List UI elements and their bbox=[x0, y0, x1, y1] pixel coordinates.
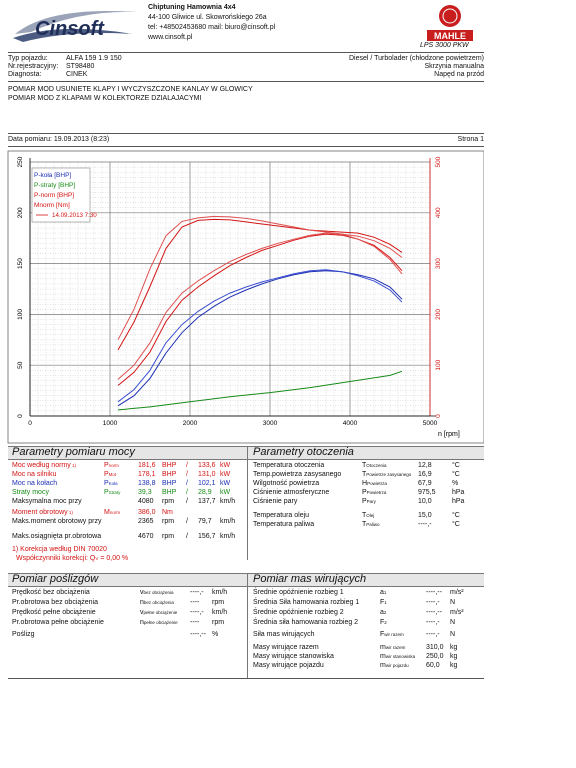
company-address: 44-100 Gliwice ul. Skowrońskiego 26a bbox=[148, 14, 267, 21]
diag-value: CINEK bbox=[66, 71, 88, 78]
force-symbol: Fwir razem bbox=[380, 631, 404, 638]
correction-note: 1) Korekcja według DIN 70020 bbox=[12, 546, 107, 553]
power-label: Moment obrotowy 1) bbox=[12, 509, 73, 516]
power-separator: / bbox=[186, 480, 188, 487]
parameter-symbol: PPowietrza bbox=[362, 489, 387, 496]
mahle-logo bbox=[425, 3, 475, 43]
power-separator: / bbox=[186, 498, 188, 505]
legend-entry: P-norm [BHP] bbox=[34, 192, 75, 199]
slip-unit: % bbox=[212, 631, 219, 638]
series-line-1 bbox=[118, 270, 402, 402]
slip-row-label: Pr.obrotowa bez obciążenia bbox=[12, 599, 98, 606]
power-unit-1: BHP bbox=[162, 489, 177, 496]
section-separator-bottom bbox=[247, 573, 248, 678]
notes-divider bbox=[8, 133, 484, 134]
inertia-label: Średnia Siła hamowania rozbieg 1 bbox=[253, 599, 360, 606]
power-value-2: 79,7 bbox=[198, 518, 212, 525]
note-line-1: POMIAR MOD USUNIETE KLAPY I WYCZYSZCZONE KANLAY W GLOWICY bbox=[8, 86, 253, 93]
slip-row-label: Pr.obrotowa pełne obciążenie bbox=[12, 619, 104, 626]
parameter-symbol: PStraty bbox=[104, 489, 121, 496]
power-separator: / bbox=[186, 533, 188, 540]
power-unit-1: rpm bbox=[162, 533, 175, 540]
power-value-1: 178,1 bbox=[138, 471, 156, 478]
power-unit-1: BHP bbox=[162, 462, 177, 469]
force-unit: N bbox=[450, 631, 456, 638]
parameter-symbol: F1 bbox=[380, 599, 387, 606]
company-website: www.cinsoft.pl bbox=[148, 34, 193, 41]
engine-type: Diesel / Turbolader (chłodzone powietrzem) bbox=[348, 55, 484, 62]
inertia-unit: m/s² bbox=[450, 589, 464, 596]
parameter-symbol: vbez obciążenia bbox=[140, 589, 174, 596]
parameter-symbol: a1 bbox=[380, 589, 387, 596]
environment-value: 10,0 bbox=[418, 498, 432, 505]
chart-legend bbox=[32, 168, 97, 222]
parameter-symbol: PMot bbox=[104, 471, 117, 478]
x-tick-label: 4000 bbox=[342, 420, 358, 427]
power-unit-2: kW bbox=[220, 480, 231, 487]
power-curve-chart bbox=[0, 148, 484, 446]
parameter-symbol: HPowietrza bbox=[362, 480, 387, 487]
inertia-label: Masy wirujące razem bbox=[253, 644, 319, 651]
parameter-symbol: TPowietrze zasysanego bbox=[362, 471, 412, 478]
environment-unit: °C bbox=[452, 512, 460, 519]
power-label: Maks.osiągnięta pr.obrotowa bbox=[12, 533, 102, 540]
vehicle-divider bbox=[8, 81, 484, 82]
environment-value: 12,8 bbox=[418, 462, 432, 469]
slip-row-label: Prędkość bez obciążenia bbox=[12, 589, 90, 596]
inertia-unit: kg bbox=[450, 644, 458, 651]
inertia-value: ----,- bbox=[426, 599, 440, 606]
parameter-symbol: a2 bbox=[380, 609, 387, 616]
slip-row-value: ---- bbox=[190, 599, 200, 606]
diag-label: Diagnosta: bbox=[8, 71, 42, 78]
inertia-value: ----,- bbox=[426, 619, 440, 626]
force-label: Siła mas wirujących bbox=[253, 631, 315, 638]
inertia-label: Średnie opóźnienie rozbieg 2 bbox=[253, 609, 344, 616]
y-tick-label-right: 300 bbox=[435, 258, 442, 270]
power-unit-1: BHP bbox=[162, 471, 177, 478]
power-label: Straty mocy bbox=[12, 489, 49, 496]
cinsoft-logo bbox=[9, 4, 141, 46]
parameter-symbol: npełne obciążenie bbox=[140, 619, 178, 626]
reg-label: Nr.rejestracyjny: bbox=[8, 63, 59, 70]
slip-value: ----,-- bbox=[190, 631, 206, 638]
legend-entry: Mnorm [Nm] bbox=[34, 202, 70, 209]
gearbox-type: Skrzynia manualna bbox=[424, 63, 484, 70]
parameter-symbol: F2 bbox=[380, 619, 387, 626]
slip-row-unit: rpm bbox=[212, 599, 225, 606]
y-tick-label-right: 200 bbox=[435, 308, 442, 320]
y-tick-label-left: 250 bbox=[17, 156, 24, 168]
environment-label: Ciśnienie pary bbox=[253, 498, 298, 505]
environment-value: ----,- bbox=[418, 521, 432, 528]
power-value-1: 4080 bbox=[138, 498, 154, 505]
power-label: Moc na kołach bbox=[12, 480, 58, 487]
power-label: Moc na silniku bbox=[12, 471, 57, 478]
power-separator: / bbox=[186, 471, 188, 478]
slip-row-unit: km/h bbox=[212, 609, 228, 616]
chart-series bbox=[118, 216, 402, 410]
power-unit-2: km/h bbox=[220, 518, 236, 525]
slip-row-value: ---- bbox=[190, 619, 200, 626]
parameter-symbol: mwir stanowiska bbox=[380, 653, 416, 660]
environment-label: Ciśnienie atmosferyczne bbox=[253, 489, 330, 496]
section-separator-top bbox=[247, 446, 248, 560]
power-value-2: 102,1 bbox=[198, 480, 216, 487]
inertia-unit: N bbox=[450, 619, 456, 626]
environment-unit: °C bbox=[452, 462, 460, 469]
environment-unit: hPa bbox=[452, 498, 465, 505]
power-value-2: 133,6 bbox=[198, 462, 216, 469]
y-tick-label-left: 150 bbox=[17, 258, 24, 270]
legend-entry: P-straty [BHP] bbox=[34, 182, 76, 189]
type-label: Typ pojazdu: bbox=[8, 55, 48, 62]
environment-unit: °C bbox=[452, 521, 460, 528]
power-value-2: 137,7 bbox=[198, 498, 216, 505]
environment-label: Temp.powietrza zasysanego bbox=[253, 471, 342, 478]
power-unit-1: rpm bbox=[162, 518, 175, 525]
power-label: Maks.moment obrotowy przy bbox=[12, 518, 102, 525]
environment-unit: hPa bbox=[452, 489, 465, 496]
parameter-symbol: Mnorm bbox=[104, 509, 121, 516]
type-value: ALFA 159 1.9 150 bbox=[66, 55, 122, 62]
parameter-symbol: mwir razem bbox=[380, 644, 406, 651]
environment-unit: °C bbox=[452, 471, 460, 478]
power-value-1: 2365 bbox=[138, 518, 154, 525]
power-unit-1: BHP bbox=[162, 480, 177, 487]
power-value-2: 28,9 bbox=[198, 489, 212, 496]
date-divider bbox=[8, 146, 484, 147]
power-label: Maksymalna moc przy bbox=[12, 498, 82, 505]
power-value-2: 156,7 bbox=[198, 533, 216, 540]
environment-value: 67,9 bbox=[418, 480, 432, 487]
parameter-symbol: PKoła bbox=[104, 480, 118, 487]
environment-section-title: Parametry otoczenia bbox=[253, 446, 354, 458]
x-tick-label: 5000 bbox=[422, 420, 438, 427]
page-number: Strona 1 bbox=[457, 136, 484, 143]
y-tick-label-left: 100 bbox=[17, 308, 24, 320]
header-divider bbox=[8, 52, 484, 53]
power-unit-1: rpm bbox=[162, 498, 175, 505]
note-line-2: POMIAR MOD Z KLAPAMI W KOLEKTORZE DZIALAJACYMI bbox=[8, 95, 202, 102]
environment-label: Temperatura oleju bbox=[253, 512, 310, 519]
inertia-unit: m/s² bbox=[450, 609, 464, 616]
y-tick-label-left: 50 bbox=[17, 361, 24, 369]
environment-value: 975,5 bbox=[418, 489, 436, 496]
environment-label: Temperatura otoczenia bbox=[253, 462, 325, 469]
power-unit-2: kW bbox=[220, 489, 231, 496]
parameter-symbol: nbez obciążenia bbox=[140, 599, 174, 606]
inertia-unit: N bbox=[450, 599, 456, 606]
power-separator: / bbox=[186, 462, 188, 469]
inertia-section-title: Pomiar mas wirujących bbox=[253, 573, 367, 585]
correction-factor: Współczynniki korekcji: QV = 0,00 % bbox=[16, 555, 129, 562]
series-line-3 bbox=[118, 234, 402, 385]
power-unit-2: km/h bbox=[220, 498, 236, 505]
y-tick-label-left: 0 bbox=[17, 414, 24, 418]
slip-row-label: Prędkość pełne obciążenie bbox=[12, 609, 96, 616]
parameter-symbol: TOtoczenia bbox=[362, 462, 387, 469]
power-value-1: 4670 bbox=[138, 533, 154, 540]
slip-label: Poślizg bbox=[12, 631, 35, 638]
parameter-symbol: Pnorm bbox=[104, 462, 119, 469]
slip-row-unit: km/h bbox=[212, 589, 228, 596]
series-line-4 bbox=[118, 233, 402, 379]
legend-entry: 14.09.2013 7:30 bbox=[52, 212, 97, 219]
inertia-value: 310,0 bbox=[426, 644, 444, 651]
parameter-symbol: TPaliwo bbox=[362, 521, 380, 528]
inertia-label: Średnie opóźnienie rozbieg 1 bbox=[253, 589, 344, 596]
y-tick-label-right: 0 bbox=[435, 414, 442, 418]
power-unit-1: Nm bbox=[162, 509, 173, 516]
reg-value: ST98480 bbox=[66, 63, 95, 70]
x-tick-label: 1000 bbox=[102, 420, 118, 427]
footer-divider bbox=[8, 678, 484, 679]
legend-entry: P-koła [BHP] bbox=[34, 172, 72, 179]
environment-label: Temperatura paliwa bbox=[253, 521, 315, 528]
series-line-6 bbox=[118, 216, 402, 339]
x-axis-label: n [rpm] bbox=[438, 431, 460, 438]
power-value-2: 131,0 bbox=[198, 471, 216, 478]
power-separator: / bbox=[186, 489, 188, 496]
parameter-symbol: vpełne obciążenie bbox=[140, 609, 178, 616]
environment-unit: % bbox=[452, 480, 459, 487]
inertia-unit: kg bbox=[450, 662, 458, 669]
y-tick-label-right: 100 bbox=[435, 359, 442, 371]
inertia-label: Masy wirujące pojazdu bbox=[253, 662, 324, 669]
force-value: ----,- bbox=[426, 631, 440, 638]
drive-type: Napęd na przód bbox=[434, 71, 484, 78]
environment-value: 15,0 bbox=[418, 512, 432, 519]
y-tick-label-right: 500 bbox=[435, 156, 442, 168]
x-tick-label: 0 bbox=[28, 420, 32, 427]
parameter-symbol: PPary bbox=[362, 498, 376, 505]
environment-label: Wilgotność powietrza bbox=[253, 480, 320, 487]
company-name: Chiptuning Hamownia 4x4 bbox=[148, 4, 236, 11]
power-value-1: 138,8 bbox=[138, 480, 156, 487]
y-tick-label-right: 400 bbox=[435, 207, 442, 219]
mahle-text: MAHLE bbox=[434, 31, 466, 41]
environment-value: 16,9 bbox=[418, 471, 432, 478]
slip-row-value: ----,- bbox=[190, 589, 204, 596]
model-label: LPS 3000 PKW bbox=[420, 42, 469, 49]
inertia-value: ----,-- bbox=[426, 589, 442, 596]
parameter-symbol: TOlej bbox=[362, 512, 375, 519]
power-unit-2: kW bbox=[220, 471, 231, 478]
inertia-unit: kg bbox=[450, 653, 458, 660]
inertia-label: Masy wirujące stanowiska bbox=[253, 653, 334, 660]
inertia-value: 60,0 bbox=[426, 662, 440, 669]
measurement-date: Data pomiaru: 19.09.2013 (8:23) bbox=[8, 136, 110, 143]
x-tick-label: 2000 bbox=[182, 420, 198, 427]
slip-row-value: ----,- bbox=[190, 609, 204, 616]
logo-text: Cinsoft bbox=[35, 18, 104, 40]
power-value-1: 39,3 bbox=[138, 489, 152, 496]
inertia-value: 250,0 bbox=[426, 653, 444, 660]
y-tick-label-left: 200 bbox=[17, 207, 24, 219]
power-unit-2: km/h bbox=[220, 533, 236, 540]
power-value-1: 181,6 bbox=[138, 462, 156, 469]
inertia-value: ----,-- bbox=[426, 609, 442, 616]
power-unit-2: kW bbox=[220, 462, 231, 469]
x-tick-label: 3000 bbox=[262, 420, 278, 427]
parameter-symbol: mwir pojazdu bbox=[380, 662, 409, 669]
slip-row-unit: rpm bbox=[212, 619, 225, 626]
power-section-title: Parametry pomiaru mocy bbox=[12, 446, 135, 458]
power-label: Moc według normy 1) bbox=[12, 462, 77, 469]
inertia-label: Średnia siła hamowania rozbieg 2 bbox=[253, 619, 359, 626]
slip-section-title: Pomiar poślizgów bbox=[12, 573, 99, 585]
company-contact: tel: +48502453680 mail: biuro@cinsoft.pl bbox=[148, 24, 276, 31]
power-separator: / bbox=[186, 518, 188, 525]
power-value-1: 386,0 bbox=[138, 509, 156, 516]
